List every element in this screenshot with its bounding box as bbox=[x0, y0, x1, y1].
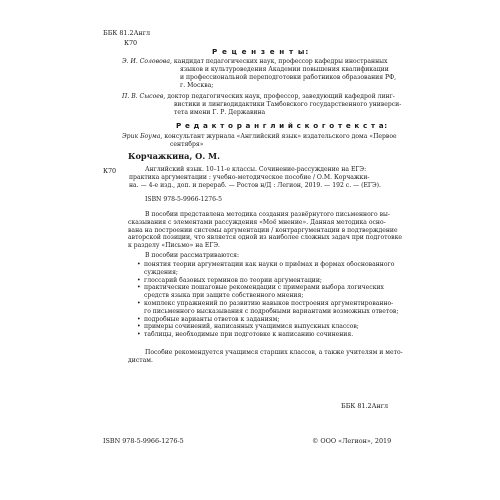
reviewer-2 bbox=[122, 93, 402, 117]
catalog-mark: К70 bbox=[103, 167, 117, 175]
reviewer-1 bbox=[122, 58, 397, 90]
reviewers-heading: Р е ц е н з е н т ы: bbox=[212, 47, 310, 56]
reviewer-2-name: П. В. Сысоев, bbox=[122, 93, 166, 100]
reviewer-1-line-3: г. Москва; bbox=[180, 82, 214, 89]
list-item: • таблицы, необходимые при подготовке к написанию сочинения. bbox=[137, 331, 354, 339]
english-editor-heading: Р е д а к т о р а н г л и й с к о г о т е к с т а: bbox=[176, 121, 388, 130]
reviewer-1-line-0: кандидат педагогических наук, профессор кафедры иностранных bbox=[173, 58, 388, 65]
reviewer-2-line-1: вистики и лингводидактики Тамбовского государственного универси- bbox=[174, 101, 402, 108]
list-item: • подробные варианты ответов к заданиям; bbox=[137, 315, 280, 323]
reviewer-1-line-2: и профессиональной переподготовки работников образования РФ, bbox=[180, 74, 397, 81]
catalog-description-line-2: на. — 4-е изд., доп. и перераб. — Ростов н/Д : Легион, 2019. — 192 с. — (ЕГЭ). bbox=[129, 181, 381, 189]
abstract-line-0: В пособии представлена методика создания развёрнутого письменного вы- bbox=[145, 211, 390, 218]
topics-list bbox=[136, 261, 426, 339]
english-editor bbox=[122, 133, 397, 149]
abstract-line-2: вана на построении системы аргументации / контраргументации в подтверждение bbox=[128, 226, 398, 234]
abstract-line-1: сказывания с элементами рассуждения «Моё мнение». Данная методика осно- bbox=[128, 218, 386, 226]
catalog-description-line-0: Английский язык. 10–11-е классы. Сочинение-рассуждение на ЕГЭ: bbox=[145, 166, 367, 173]
english-editor-line-1: сентября» bbox=[170, 141, 204, 148]
english-editor-name: Эрик Боума, bbox=[122, 133, 163, 140]
author-mark-top: К70 bbox=[124, 39, 138, 47]
bbk-code-top: ББК 81.2Англ bbox=[103, 29, 151, 37]
reviewer-1-line-1: языков и культуроведения Академии повышения квалификации bbox=[180, 66, 389, 73]
bullet-icon: • bbox=[137, 315, 141, 323]
catalog-description-line-1: практика аргументации : учебно-методическое пособие / О.М. Корчажки- bbox=[129, 173, 370, 181]
reviewer-1-name: Э. И. Соловова, bbox=[122, 58, 172, 65]
footer-isbn: ISBN 978-5-9966-1276-5 bbox=[103, 437, 184, 445]
catalog-isbn: ISBN 978-5-9966-1276-5 bbox=[145, 196, 222, 203]
english-editor-line-0: консультант журнала «Английский язык» издательского дома «Первое bbox=[164, 133, 397, 140]
list-item: • понятия теории аргументации как науки о приёмах и формах обоснованного суждения; bbox=[137, 261, 395, 276]
abstract-line-3: авторской позиции, что является одной из наиболее сложных задач при подготовке bbox=[128, 234, 403, 242]
catalog-abstract bbox=[128, 211, 418, 250]
bullet-icon: • bbox=[137, 261, 141, 268]
bbk-code-bottom: ББК 81.2Англ bbox=[341, 402, 389, 410]
bullet-icon: • bbox=[137, 323, 141, 331]
abstract-line-4: к разделу «Письмо» на ЕГЭ. bbox=[128, 242, 220, 250]
bullet-icon: • bbox=[137, 276, 141, 284]
footer-copyright: © ООО «Легион», 2019 bbox=[312, 437, 392, 445]
reviewer-2-line-0: доктор педагогических наук, профессор, заведующий кафедрой линг- bbox=[167, 93, 395, 100]
bullet-icon: • bbox=[137, 284, 141, 292]
closing-paragraph bbox=[128, 349, 418, 365]
catalog-description bbox=[129, 166, 415, 189]
list-item: • примеры сочинений, написанных учащимися выпускных классов; bbox=[137, 323, 359, 331]
reviewer-2-line-2: тета имени Г. Р. Державина bbox=[174, 109, 266, 116]
bullet-icon: • bbox=[137, 299, 141, 307]
list-item: • глоссарий базовых терминов по теории аргументации; bbox=[137, 276, 322, 284]
closing-line-0: Пособие рекомендуется учащимся старших классов, а также учителям и мето- bbox=[145, 349, 403, 356]
list-item: • практические пошаговые рекомендации с примерами выбора логических средств языка при защите собственного мнения; bbox=[137, 284, 384, 300]
closing-line-1: дистам. bbox=[128, 356, 153, 364]
list-item: • комплекс упражнений по развитию навыков построения аргументированно- го письменного высказывания с подробными вариантами возможных ответов; bbox=[137, 299, 399, 315]
catalog-author-heading: Корчажкина, О. М. bbox=[128, 151, 220, 161]
bullet-icon: • bbox=[137, 331, 141, 339]
list-intro: В пособии рассматриваются: bbox=[145, 252, 240, 259]
